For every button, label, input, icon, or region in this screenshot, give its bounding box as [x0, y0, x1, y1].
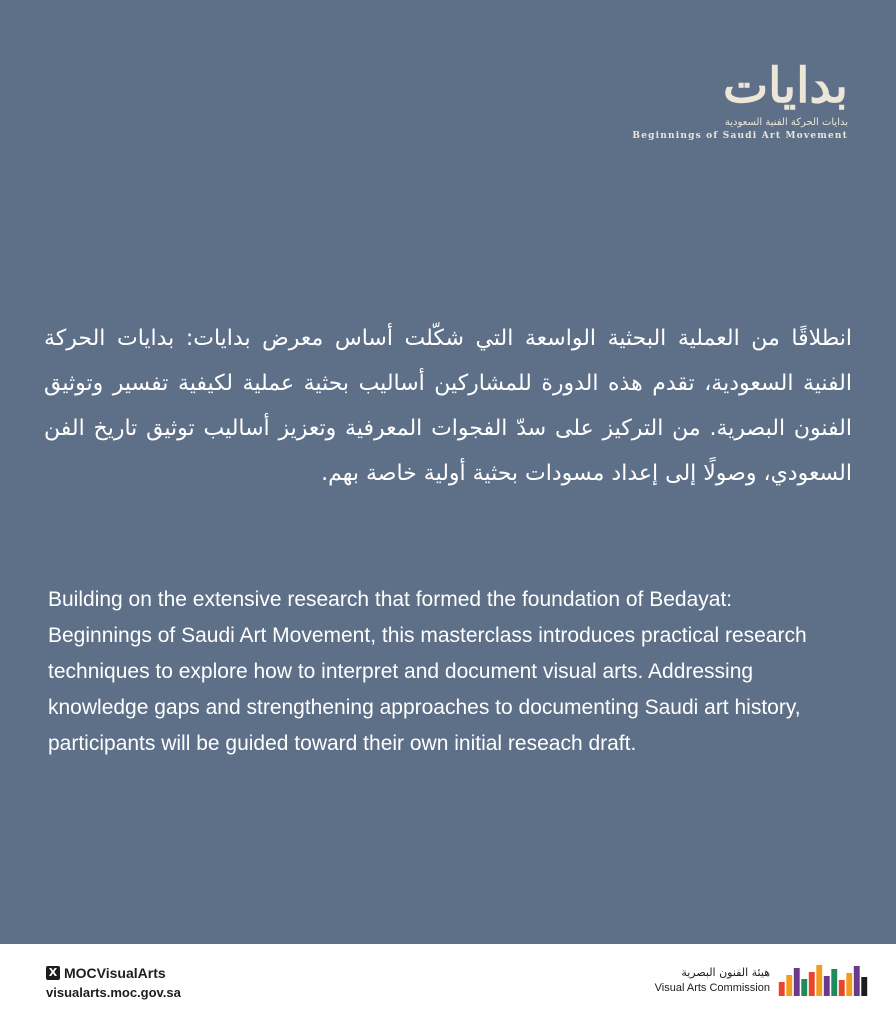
english-description: Building on the extensive research that formed the foundation of Bedayat: Beginnings of Saudi Art Movement, this masterclass introduces practical research techniques to explore how to interpret and document visual arts. Addressing knowledge gaps and strengthening approaches to documenting Saudi art history, participants will be guided toward their own initial reseach draft.	[48, 588, 807, 755]
logo-bar	[794, 968, 800, 996]
website-link[interactable]: visualarts.moc.gov.sa	[46, 985, 181, 1000]
logo-bar	[824, 976, 830, 996]
logo-bar	[861, 977, 867, 996]
logo-bar	[854, 966, 860, 996]
x-handle[interactable]: MOCVisualArts	[64, 965, 166, 981]
commission-name-english: Visual Arts Commission	[654, 982, 770, 994]
x-handle-row[interactable]	[46, 964, 181, 982]
logo-bar	[839, 980, 845, 996]
logo-bar	[831, 969, 837, 996]
social-info	[46, 964, 181, 1002]
logo-bar	[786, 975, 792, 996]
logo-subtitle-english: Beginnings of Saudi Art Movement	[632, 131, 848, 141]
x-logo-icon: X	[46, 966, 60, 980]
commission-name	[655, 965, 770, 995]
logo-bar	[779, 982, 785, 996]
logo-bar	[846, 973, 852, 996]
visual-arts-commission-logo-icon	[778, 964, 868, 996]
commission-name-arabic: هيئة الفنون البصرية	[681, 966, 770, 979]
bedayat-logo	[618, 58, 848, 142]
visual-arts-commission-brand	[655, 964, 868, 996]
arabic-description: انطلاقًا من العملية البحثية الواسعة التي شكّلت أساس معرض بدايات: بدايات الحركة الفنية السعودية، تقدم هذه الدورة للمشاركين أساليب بحثية عملية لكيفية تفسير وتوثيق الفنون البصرية. من التركيز على سدّ الفجوات المعرفية وتعزيز أساليب توثيق تاريخ الفن السعودي، وصولًا إلى إعداد مسودات بحثية أولية خاصة بهم.	[44, 326, 852, 486]
logo-bar	[816, 965, 822, 996]
logo-bar	[809, 972, 815, 996]
logo-subtitle-arabic: بدايات الحركة الفنية السعودية	[724, 117, 848, 128]
logo-wordmark: بدايات	[722, 58, 848, 114]
logo-bar	[801, 979, 807, 996]
footer-bar	[0, 944, 896, 1024]
